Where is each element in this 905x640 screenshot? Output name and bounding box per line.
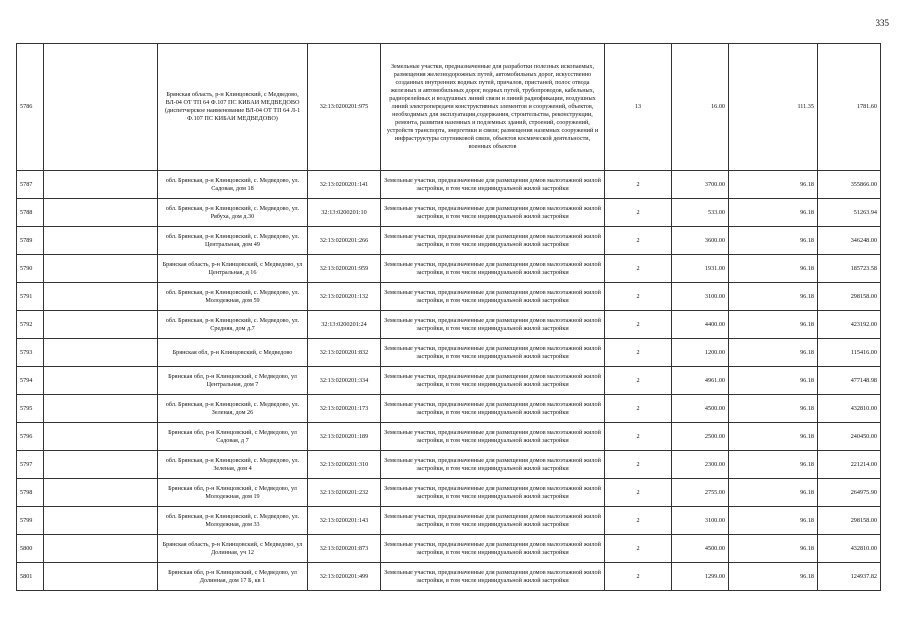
row-number: 5794 bbox=[17, 367, 44, 395]
row-blank-cell bbox=[44, 367, 158, 395]
zone-cell: 2 bbox=[605, 423, 672, 451]
table-row bbox=[17, 339, 881, 367]
table-row bbox=[17, 423, 881, 451]
zone-cell: 13 bbox=[605, 44, 672, 171]
table-row bbox=[17, 199, 881, 227]
value-cell: 51263.94 bbox=[818, 199, 881, 227]
row-blank-cell bbox=[44, 227, 158, 255]
rate-cell: 96.18 bbox=[729, 339, 818, 367]
land-use-cell: Земельные участки, предназначенные для размещения домов малоэтажной жилой застройки, в том числе индивидуальной жилой застройки bbox=[381, 451, 605, 479]
zone-cell: 2 bbox=[605, 395, 672, 423]
zone-cell: 2 bbox=[605, 171, 672, 199]
zone-cell: 2 bbox=[605, 339, 672, 367]
cadastral-number-cell: 32:13:0200201:310 bbox=[308, 451, 381, 479]
table-body bbox=[17, 44, 881, 591]
land-use-cell: Земельные участки, предназначенные для размещения домов малоэтажной жилой застройки, в том числе индивидуальной жилой застройки bbox=[381, 479, 605, 507]
value-cell: 115416.00 bbox=[818, 339, 881, 367]
cadastral-number-cell: 32:13:0200201:499 bbox=[308, 563, 381, 591]
rate-cell: 96.18 bbox=[729, 199, 818, 227]
row-number: 5791 bbox=[17, 283, 44, 311]
land-use-cell: Земельные участки, предназначенные для размещения домов малоэтажной жилой застройки, в том числе индивидуальной жилой застройки bbox=[381, 535, 605, 563]
rate-cell: 96.18 bbox=[729, 311, 818, 339]
rate-cell: 96.18 bbox=[729, 479, 818, 507]
rate-cell: 111.35 bbox=[729, 44, 818, 171]
zone-cell: 2 bbox=[605, 563, 672, 591]
land-use-cell: Земельные участки, предназначенные для размещения домов малоэтажной жилой застройки, в том числе индивидуальной жилой застройки bbox=[381, 563, 605, 591]
row-blank-cell bbox=[44, 423, 158, 451]
cadastral-number-cell: 32:13:0200201:173 bbox=[308, 395, 381, 423]
table-row bbox=[17, 563, 881, 591]
zone-cell: 2 bbox=[605, 311, 672, 339]
table-row bbox=[17, 311, 881, 339]
area-cell: 1931.00 bbox=[672, 255, 729, 283]
address-cell: обл. Брянская, р-н Клинцовский, с. Медведово, ул. Средняя, дом д.7 bbox=[158, 311, 308, 339]
area-cell: 2500.00 bbox=[672, 423, 729, 451]
value-cell: 298158.00 bbox=[818, 283, 881, 311]
rate-cell: 96.18 bbox=[729, 283, 818, 311]
address-cell: Брянская область, р-н Клинцовский, с Медведово, ул Центральная, д 16 bbox=[158, 255, 308, 283]
address-cell: обл. Брянская, р-н Клинцовский, с. Медведово, ул. Рябуха, дом д.30 bbox=[158, 199, 308, 227]
zone-cell: 2 bbox=[605, 199, 672, 227]
row-blank-cell bbox=[44, 507, 158, 535]
cadastral-number-cell: 32:13:0200201:24 bbox=[308, 311, 381, 339]
value-cell: 477148.98 bbox=[818, 367, 881, 395]
row-blank-cell bbox=[44, 339, 158, 367]
value-cell: 355866.00 bbox=[818, 171, 881, 199]
row-number: 5799 bbox=[17, 507, 44, 535]
address-cell: Брянская обл, р-н Клинцовский, с Медведово, ул Центральная, дом 7 bbox=[158, 367, 308, 395]
land-use-cell: Земельные участки, предназначенные для размещения домов малоэтажной жилой застройки, в том числе индивидуальной жилой застройки bbox=[381, 227, 605, 255]
value-cell: 346248.00 bbox=[818, 227, 881, 255]
zone-cell: 2 bbox=[605, 451, 672, 479]
row-number: 5800 bbox=[17, 535, 44, 563]
zone-cell: 2 bbox=[605, 507, 672, 535]
land-use-cell: Земельные участки, предназначенные для размещения домов малоэтажной жилой застройки, в том числе индивидуальной жилой застройки bbox=[381, 311, 605, 339]
value-cell: 298158.00 bbox=[818, 507, 881, 535]
value-cell: 423192.00 bbox=[818, 311, 881, 339]
cadastral-number-cell: 32:13:0200201:873 bbox=[308, 535, 381, 563]
rate-cell: 96.18 bbox=[729, 367, 818, 395]
land-use-cell: Земельные участки, предназначенные для размещения домов малоэтажной жилой застройки, в том числе индивидуальной жилой застройки bbox=[381, 339, 605, 367]
address-cell: Брянская обл, р-н Клинцовский, с Медведово, ул Долинная, дом 17 Б, кв 1 bbox=[158, 563, 308, 591]
row-number: 5797 bbox=[17, 451, 44, 479]
row-number: 5787 bbox=[17, 171, 44, 199]
row-blank-cell bbox=[44, 451, 158, 479]
area-cell: 3700.00 bbox=[672, 171, 729, 199]
cadastral-number-cell: 32:13:0200201:266 bbox=[308, 227, 381, 255]
zone-cell: 2 bbox=[605, 283, 672, 311]
table-row bbox=[17, 171, 881, 199]
row-blank-cell bbox=[44, 395, 158, 423]
address-cell: обл. Брянская, р-н Клинцовский, с. Медведово, ул. Садовая, дом 18 bbox=[158, 171, 308, 199]
table-row bbox=[17, 227, 881, 255]
table-row bbox=[17, 535, 881, 563]
address-cell: Брянская область, р-н Клинцовский, с Медведово, ул Долинная, уч 12 bbox=[158, 535, 308, 563]
address-cell: обл. Брянская, р-н Клинцовский, с. Медведово, ул. Зеленая, дом 26 bbox=[158, 395, 308, 423]
rate-cell: 96.18 bbox=[729, 563, 818, 591]
row-number: 5792 bbox=[17, 311, 44, 339]
row-number: 5795 bbox=[17, 395, 44, 423]
row-blank-cell bbox=[44, 535, 158, 563]
value-cell: 264975.90 bbox=[818, 479, 881, 507]
zone-cell: 2 bbox=[605, 255, 672, 283]
rate-cell: 96.18 bbox=[729, 507, 818, 535]
area-cell: 1200.00 bbox=[672, 339, 729, 367]
row-blank-cell bbox=[44, 283, 158, 311]
address-cell: Брянская область, р-н Клинцовский, с Медведово, ВЛ-04 ОТ ТП 64 Ф.107 ПС КИБАИ МЕДВЕДОВО (диспетчерское наименование ВЛ-04 ОТ ТП 64 Л-1 Ф.107 ПС КИБАИ МЕДВЕДОВО) bbox=[158, 44, 308, 171]
cadastral-number-cell: 32:13:0200201:975 bbox=[308, 44, 381, 171]
value-cell: 185723.58 bbox=[818, 255, 881, 283]
area-cell: 2300.00 bbox=[672, 451, 729, 479]
row-number: 5788 bbox=[17, 199, 44, 227]
table-row bbox=[17, 255, 881, 283]
address-cell: обл. Брянская, р-н Клинцовский, с. Медведово, ул. Молодежная, дом 33 bbox=[158, 507, 308, 535]
area-cell: 2755.00 bbox=[672, 479, 729, 507]
rate-cell: 96.18 bbox=[729, 423, 818, 451]
land-use-cell: Земельные участки, предназначенные для размещения домов малоэтажной жилой застройки, в том числе индивидуальной жилой застройки bbox=[381, 423, 605, 451]
cadastral-number-cell: 32:13:0200201:132 bbox=[308, 283, 381, 311]
row-number: 5786 bbox=[17, 44, 44, 171]
table-row bbox=[17, 395, 881, 423]
rate-cell: 96.18 bbox=[729, 227, 818, 255]
table-row bbox=[17, 507, 881, 535]
cadastral-number-cell: 32:13:0200201:10 bbox=[308, 199, 381, 227]
address-cell: обл. Брянская, р-н Клинцовский, с. Медведово, ул. Зеленая, дом 4 bbox=[158, 451, 308, 479]
area-cell: 3100.00 bbox=[672, 507, 729, 535]
rate-cell: 96.18 bbox=[729, 451, 818, 479]
row-blank-cell bbox=[44, 479, 158, 507]
cadastral-number-cell: 32:13:0200201:141 bbox=[308, 171, 381, 199]
rate-cell: 96.18 bbox=[729, 171, 818, 199]
area-cell: 4500.00 bbox=[672, 535, 729, 563]
land-use-cell: Земельные участки, предназначенные для размещения домов малоэтажной жилой застройки, в том числе индивидуальной жилой застройки bbox=[381, 255, 605, 283]
row-number: 5793 bbox=[17, 339, 44, 367]
land-use-cell: Земельные участки, предназначенные для размещения домов малоэтажной жилой застройки, в том числе индивидуальной жилой застройки bbox=[381, 171, 605, 199]
table-row bbox=[17, 44, 881, 171]
area-cell: 3600.00 bbox=[672, 227, 729, 255]
rate-cell: 96.18 bbox=[729, 255, 818, 283]
cadastral-number-cell: 32:13:0200201:334 bbox=[308, 367, 381, 395]
area-cell: 1299.00 bbox=[672, 563, 729, 591]
cadastral-number-cell: 32:13:0200201:232 bbox=[308, 479, 381, 507]
land-use-cell: Земельные участки, предназначенные для размещения домов малоэтажной жилой застройки, в том числе индивидуальной жилой застройки bbox=[381, 395, 605, 423]
zone-cell: 2 bbox=[605, 479, 672, 507]
row-blank-cell bbox=[44, 563, 158, 591]
area-cell: 3100.00 bbox=[672, 283, 729, 311]
land-use-cell: Земельные участки, предназначенные для размещения домов малоэтажной жилой застройки, в том числе индивидуальной жилой застройки bbox=[381, 199, 605, 227]
cadastral-number-cell: 32:13:0200201:143 bbox=[308, 507, 381, 535]
zone-cell: 2 bbox=[605, 227, 672, 255]
zone-cell: 2 bbox=[605, 367, 672, 395]
row-blank-cell bbox=[44, 199, 158, 227]
table-row bbox=[17, 451, 881, 479]
row-blank-cell bbox=[44, 44, 158, 171]
address-cell: Брянская обл, р-н Клинцовский, с Медведово bbox=[158, 339, 308, 367]
row-blank-cell bbox=[44, 255, 158, 283]
land-use-cell: Земельные участки, предназначенные для размещения домов малоэтажной жилой застройки, в том числе индивидуальной жилой застройки bbox=[381, 367, 605, 395]
area-cell: 4400.00 bbox=[672, 311, 729, 339]
value-cell: 240450.00 bbox=[818, 423, 881, 451]
area-cell: 16.00 bbox=[672, 44, 729, 171]
row-number: 5798 bbox=[17, 479, 44, 507]
area-cell: 4500.00 bbox=[672, 395, 729, 423]
zone-cell: 2 bbox=[605, 535, 672, 563]
value-cell: 1781.60 bbox=[818, 44, 881, 171]
row-blank-cell bbox=[44, 311, 158, 339]
value-cell: 432810.00 bbox=[818, 535, 881, 563]
row-blank-cell bbox=[44, 171, 158, 199]
land-use-cell: Земельные участки, предназначенные для размещения домов малоэтажной жилой застройки, в том числе индивидуальной жилой застройки bbox=[381, 507, 605, 535]
land-use-cell: Земельные участки, предназначенные для разработки полезных ископаемых, размещения железнодорожных путей, автомобильных дорог, искусственно созданных внутренних водных путей, причалов, пристаней, полос отвода железных и автомобильных дорог, водных путей, трубопроводов, кабельных, радиорелейных и воздушных линий связи и линий радиофикации, воздушных линий электропередачи конструктивных элементов и сооружений, объектов, необходимых для эксплуатации,содержания, строительства, реконструкции, ремонта, развития наземных и подземных зданий, строений, сооружений, устройств транспорта, энергетики и связи; размещения наземных сооружений и инфраструктуры спутниковой связи, объектов космической деятельности, военных объектов bbox=[381, 44, 605, 171]
page-number: 335 bbox=[875, 18, 889, 28]
cadastral-number-cell: 32:13:0200201:832 bbox=[308, 339, 381, 367]
cadastral-number-cell: 32:13:0200201:189 bbox=[308, 423, 381, 451]
rate-cell: 96.18 bbox=[729, 535, 818, 563]
table-row bbox=[17, 283, 881, 311]
rate-cell: 96.18 bbox=[729, 395, 818, 423]
value-cell: 124937.82 bbox=[818, 563, 881, 591]
address-cell: обл. Брянская, р-н Клинцовский, с. Медведово, ул. Центральная, дом 49 bbox=[158, 227, 308, 255]
address-cell: Брянская обл, р-н Клинцовский, с Медведово, ул Садовая, д 7 bbox=[158, 423, 308, 451]
address-cell: Брянская обл, р-н Клинцовский, с Медведово, ул Молодежная, дом 19 bbox=[158, 479, 308, 507]
land-use-cell: Земельные участки, предназначенные для размещения домов малоэтажной жилой застройки, в том числе индивидуальной жилой застройки bbox=[381, 283, 605, 311]
address-cell: обл. Брянская, р-н Клинцовский, с. Медведово, ул. Молодежная, дом 59 bbox=[158, 283, 308, 311]
cadastral-number-cell: 32:13:0200201:959 bbox=[308, 255, 381, 283]
row-number: 5801 bbox=[17, 563, 44, 591]
area-cell: 533.00 bbox=[672, 199, 729, 227]
row-number: 5789 bbox=[17, 227, 44, 255]
area-cell: 4961.00 bbox=[672, 367, 729, 395]
row-number: 5790 bbox=[17, 255, 44, 283]
table-row bbox=[17, 479, 881, 507]
row-number: 5796 bbox=[17, 423, 44, 451]
table-row bbox=[17, 367, 881, 395]
land-register-table bbox=[16, 43, 881, 591]
value-cell: 221214.00 bbox=[818, 451, 881, 479]
value-cell: 432810.00 bbox=[818, 395, 881, 423]
